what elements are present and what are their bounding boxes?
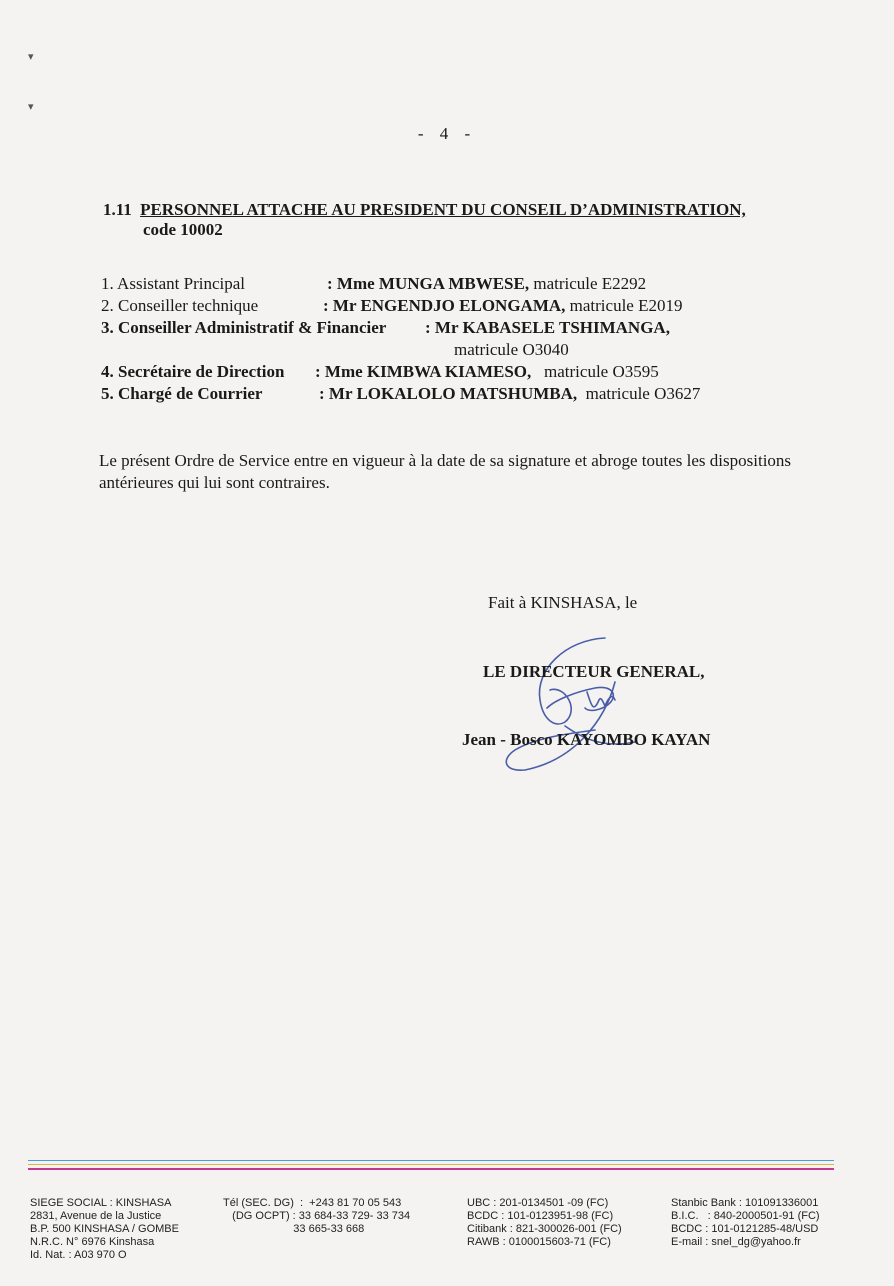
place-date: Fait à KINSHASA, le	[488, 593, 638, 612]
staff-role: 2. Conseiller technique	[101, 296, 259, 315]
body-paragraph: Le présent Ordre de Service entre en vigueur à la date de sa signature et abroge toutes les dispositions antérieures qui lui sont contraires.	[99, 451, 792, 492]
signatory-title: LE DIRECTEUR GENERAL,	[483, 662, 705, 681]
margin-mark: ▾	[28, 101, 34, 113]
section-title: PERSONNEL ATTACHE AU PRESIDENT DU CONSEIL D’ADMINISTRATION,	[140, 200, 746, 219]
section-heading	[103, 200, 746, 240]
footer-divider	[28, 1160, 834, 1173]
list-item	[101, 361, 861, 383]
staff-list	[101, 273, 861, 405]
page-number: - 4 -	[417, 124, 477, 143]
section-code: code 10002	[143, 220, 223, 239]
list-item	[101, 383, 861, 405]
staff-name: : Mme KIMBWA KIAMESO, matricule O3595	[315, 362, 659, 381]
staff-name: : Mme MUNGA MBWESE, matricule E2292	[327, 274, 647, 293]
staff-matricule: matricule E2019	[569, 296, 683, 315]
footer-banks-1: UBC : 201-0134501 -09 (FC) BCDC : 101-0123951-98 (FC) Citibank : 821-300026-001 (FC) RAWB : 0100015603-71 (FC)	[467, 1197, 622, 1248]
staff-matricule: matricule O3595	[544, 362, 659, 381]
footer-line-magenta	[28, 1168, 834, 1170]
list-item	[101, 317, 861, 339]
section-number: 1.11	[103, 200, 132, 219]
list-item	[101, 273, 861, 295]
footer-line-blue	[28, 1160, 834, 1161]
staff-role: 1. Assistant Principal	[101, 274, 246, 293]
margin-mark: ▾	[28, 51, 34, 63]
signatory-name: Jean - Bosco KAYOMBO KAYAN	[462, 730, 711, 749]
staff-matricule: matricule O3627	[585, 384, 701, 403]
staff-matricule: matricule O3040	[454, 340, 569, 359]
list-item	[101, 295, 861, 317]
footer-line-yellow	[28, 1164, 834, 1165]
staff-role: 3. Conseiller Administratif & Financier	[101, 318, 387, 337]
signature-image	[495, 630, 695, 780]
list-item-continuation	[101, 339, 861, 361]
staff-name: : Mr ENGENDJO ELONGAMA, matricule E2019	[323, 296, 683, 315]
staff-matricule: matricule E2292	[533, 274, 647, 293]
staff-role: 5. Chargé de Courrier	[101, 384, 263, 403]
staff-name: : Mr KABASELE TSHIMANGA,	[425, 318, 670, 337]
staff-name: : Mr LOKALOLO MATSHUMBA, matricule O3627	[319, 384, 701, 403]
footer-banks-2: Stanbic Bank : 101091336001 B.I.C. : 840-2000501-91 (FC) BCDC : 101-0121285-48/USD E-mail : snel_dg@yahoo.fr	[671, 1197, 820, 1248]
staff-role: 4. Secrétaire de Direction	[101, 362, 285, 381]
footer-address: SIEGE SOCIAL : KINSHASA 2831, Avenue de la Justice B.P. 500 KINSHASA / GOMBE N.R.C. N° 6976 Kinshasa Id. Nat. : A03 970 O	[30, 1197, 179, 1261]
footer-phone: Tél (SEC. DG) : +243 81 70 05 543 (DG OCPT) : 33 684-33 729- 33 734 33 665-33 668	[223, 1197, 411, 1235]
